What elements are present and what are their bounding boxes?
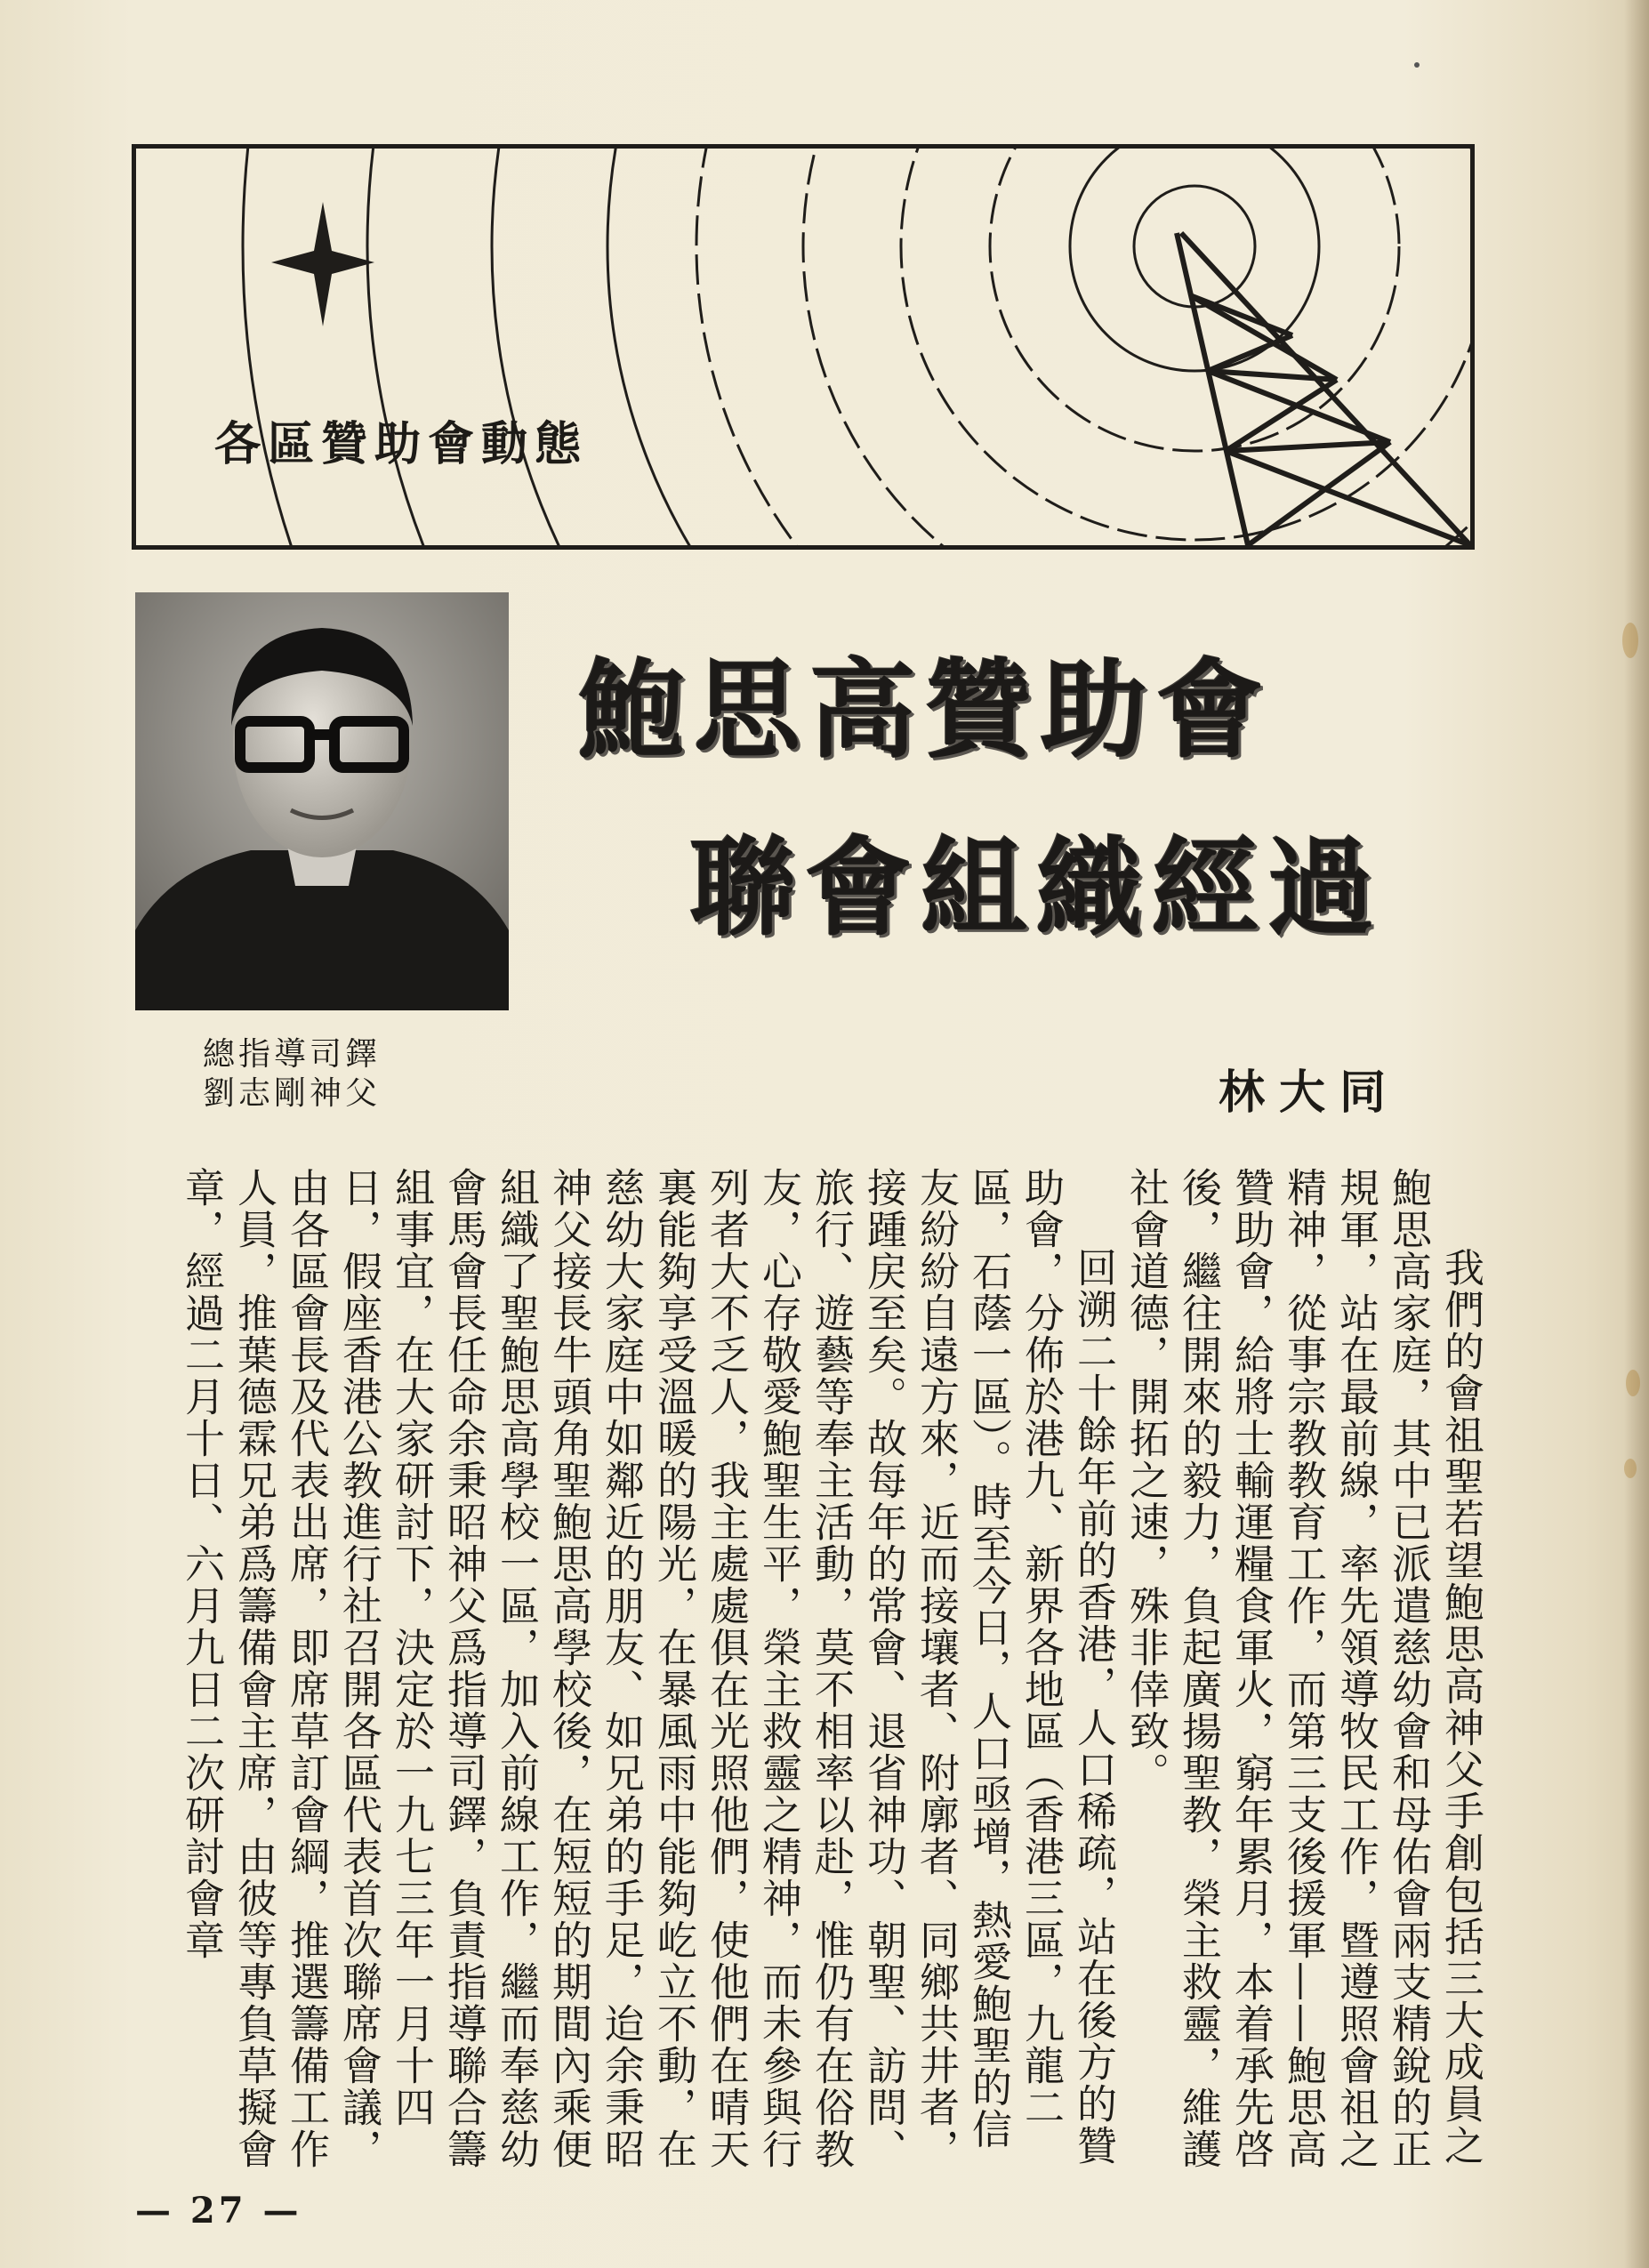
- photo-caption-title: 總指導司鐸: [203, 1036, 382, 1073]
- article-title-line-1: 鮑思高贊助會: [578, 649, 1272, 773]
- binding-shadow: [1624, 0, 1649, 2268]
- photo-caption-name: 劉志剛神父: [203, 1075, 382, 1112]
- paper-stain: [1626, 1370, 1640, 1396]
- radio-tower-illustration: [136, 149, 1470, 545]
- portrait-photo: [135, 592, 509, 1010]
- article-title-line-2: 聯會組織經過: [689, 827, 1383, 951]
- paper-stain: [1624, 1459, 1637, 1478]
- page-number: — 27 —: [135, 2190, 302, 2232]
- section-title: 各區贊助會動態: [214, 418, 589, 471]
- print-speck: [1414, 62, 1420, 68]
- article-author: 林大同: [1219, 1066, 1401, 1120]
- body-paragraph: 回溯二十餘年前的香港，人口稀疏，站在後方的贊助會，分佈於港九、新界各地區（香港三區，九龍二區，石蔭一區）。時至今日，人口亟增，熱愛鮑聖的信友紛紛自遠方來，近而接壤者、附廓者、同鄉共井者，接踵戻至矣。故每年的常會、退省神功、朝聖、訪問、旅行、遊藝等奉主活動，莫不相率以赴，惟仍有在俗教友，心存敬愛鮑聖生平，榮主救靈之精神，而未參與行列者大不乏人，我主處處俱在光照他們，使他們在晴天裏能夠享受溫暖的陽光，在暴風雨中能夠屹立不動，在慈幼大家庭中如鄰近的朋友、如兄弟的手足，迨余秉昭神父接長牛頭角聖鮑思高學校後，在短短的期間內乘便組織了聖鮑思高學校一區，加入前線工作，繼而奉慈幼會馬會長任命余秉昭神父爲指導司鐸，負責指導聯合籌組事宜，在大家研討下，決定於一九七三年一月十四日，假座香港公教進行社召開各區代表首次聯席會議，由各區會長及代表出席，即席草訂會綱，推選籌備工作人員，推葉德霖兄弟爲籌備會主席，由彼等專負草擬會章，經過二月十日、六月九日二次研討會章: [178, 1167, 1117, 2170]
- tower-icon: [1177, 233, 1470, 545]
- section-banner: [132, 144, 1475, 550]
- article-body: [125, 1167, 1487, 2176]
- body-paragraph: 我們的會祖聖若望鮑思高神父手創包括三大成員之鮑思高家庭，其中已派遣慈幼會和母佑會兩支精銳的正規軍，站在最前線，率先領導牧民工作，暨遵照會祖之精神，從事宗教教育工作，而第三支後援軍——鮑思高贊助會，給將士輸運糧食軍火，窮年累月，本着承先啓後，繼往開來的毅力，負起廣揚聖教，榮主救靈，維護社會道德，開拓之速，殊非倖致。: [1122, 1167, 1484, 2170]
- star-icon: [271, 202, 374, 326]
- paper-stain: [1622, 623, 1638, 658]
